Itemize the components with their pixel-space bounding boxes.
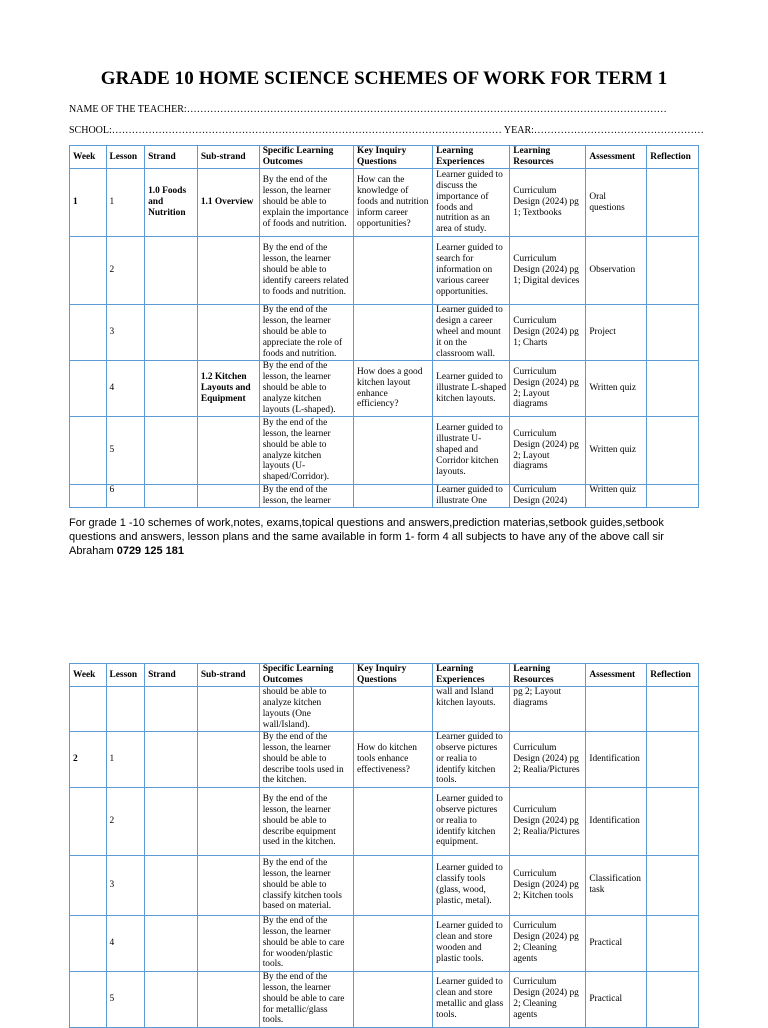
school-year-line: SCHOOL:……………………………………………………………………………………………………… YEAR:…………………………………………… bbox=[69, 125, 704, 136]
resources-cell: Curriculum Design (2024) pg 1; Textbooks bbox=[510, 169, 586, 237]
substrand-cell bbox=[197, 971, 259, 1027]
substrand-cell bbox=[197, 237, 259, 305]
strand-cell: 1.0 Foods and Nutrition bbox=[145, 169, 198, 237]
inquiry-cell bbox=[354, 971, 433, 1027]
table-row bbox=[70, 361, 699, 417]
experiences-cell: Learner guided to clean and store metallic and glass tools. bbox=[433, 971, 510, 1027]
lesson-cell bbox=[106, 687, 145, 732]
outcomes-cell: By the end of the lesson, the learner should be able to appreciate the role of foods and nutrition. bbox=[259, 305, 353, 361]
substrand-cell bbox=[197, 687, 259, 732]
assessment-cell: Written quiz bbox=[586, 417, 647, 485]
outcomes-cell: By the end of the lesson, the learner should be able to describe tools used in the kitchen. bbox=[259, 731, 353, 787]
assessment-cell bbox=[586, 687, 647, 732]
experiences-cell: Learner guided to illustrate L-shaped kitchen layouts. bbox=[433, 361, 510, 417]
reflection-cell bbox=[647, 305, 699, 361]
teacher-name-line: NAME OF THE TEACHER:……………………………………………………………………………………………………………………………… bbox=[69, 104, 667, 115]
column-header-substrand: Sub-strand bbox=[197, 146, 259, 169]
table-row bbox=[70, 687, 699, 732]
column-header-assessment: Assessment bbox=[586, 146, 647, 169]
reflection-cell bbox=[647, 169, 699, 237]
experiences-cell: wall and Island kitchen layouts. bbox=[433, 687, 510, 732]
substrand-cell bbox=[197, 787, 259, 855]
reflection-cell bbox=[647, 855, 699, 915]
lesson-cell: 4 bbox=[106, 915, 145, 971]
inquiry-cell: How do kitchen tools enhance effectiveness? bbox=[354, 731, 433, 787]
inquiry-cell bbox=[354, 855, 433, 915]
inquiry-cell bbox=[354, 787, 433, 855]
experiences-cell: Learner guided to design a career wheel and mount it on the classroom wall. bbox=[433, 305, 510, 361]
experiences-cell: Learner guided to search for information on various career opportunities. bbox=[433, 237, 510, 305]
column-header-strand: Strand bbox=[145, 664, 198, 687]
inquiry-cell: How does a good kitchen layout enhance efficiency? bbox=[354, 361, 433, 417]
week-cell bbox=[70, 237, 107, 305]
week-cell bbox=[70, 915, 107, 971]
column-header-substrand: Sub-strand bbox=[197, 664, 259, 687]
strand-cell bbox=[145, 687, 198, 732]
reflection-cell bbox=[647, 971, 699, 1027]
experiences-cell: Learner guided to clean and store wooden and plastic tools. bbox=[433, 915, 510, 971]
outcomes-cell: should be able to analyze kitchen layouts (One wall/Island). bbox=[259, 687, 353, 732]
substrand-cell: 1.2 Kitchen Layouts and Equipment bbox=[197, 361, 259, 417]
substrand-cell bbox=[197, 915, 259, 971]
document-title: GRADE 10 HOME SCIENCE SCHEMES OF WORK FOR TERM 1 bbox=[100, 68, 668, 89]
lesson-cell: 4 bbox=[106, 361, 145, 417]
table-row bbox=[70, 731, 699, 787]
outcomes-cell: By the end of the lesson, the learner should be able to describe equipment used in the kitchen. bbox=[259, 787, 353, 855]
assessment-cell: Project bbox=[586, 305, 647, 361]
substrand-cell bbox=[197, 855, 259, 915]
substrand-cell bbox=[197, 417, 259, 485]
inquiry-cell: How can the knowledge of foods and nutrition inform career opportunities? bbox=[354, 169, 433, 237]
inquiry-cell bbox=[354, 485, 433, 508]
week-cell bbox=[70, 361, 107, 417]
assessment-cell: Written quiz bbox=[586, 361, 647, 417]
outcomes-cell: By the end of the lesson, the learner should be able to care for metallic/glass tools. bbox=[259, 971, 353, 1027]
promo-note bbox=[69, 516, 699, 558]
column-header-lesson: Lesson bbox=[106, 146, 145, 169]
scheme-table-1 bbox=[69, 145, 699, 508]
outcomes-cell: By the end of the lesson, the learner should be able to analyze kitchen layouts (L-shaped). bbox=[259, 361, 353, 417]
outcomes-cell: By the end of the lesson, the learner should be able to classify kitchen tools based on material. bbox=[259, 855, 353, 915]
assessment-cell: Practical bbox=[586, 915, 647, 971]
inquiry-cell bbox=[354, 305, 433, 361]
column-header-reflection: Reflection bbox=[647, 146, 699, 169]
experiences-cell: Learner guided to classify tools (glass, wood, plastic, metal). bbox=[433, 855, 510, 915]
assessment-cell: Observation bbox=[586, 237, 647, 305]
column-header-resources: Learning Resources bbox=[510, 146, 586, 169]
strand-cell bbox=[145, 485, 198, 508]
resources-cell: Curriculum Design (2024) pg 2; Realia/Pictures bbox=[510, 731, 586, 787]
table-row bbox=[70, 971, 699, 1027]
assessment-cell: Oral questions bbox=[586, 169, 647, 237]
table-row bbox=[70, 855, 699, 915]
experiences-cell: Learner guided to illustrate One bbox=[433, 485, 510, 508]
reflection-cell bbox=[647, 417, 699, 485]
resources-cell: Curriculum Design (2024) pg 2; Layout diagrams bbox=[510, 361, 586, 417]
resources-cell: Curriculum Design (2024) pg 1; Digital devices bbox=[510, 237, 586, 305]
table-row bbox=[70, 237, 699, 305]
reflection-cell bbox=[647, 237, 699, 305]
table-row bbox=[70, 787, 699, 855]
experiences-cell: Learner guided to discuss the importance of foods and nutrition as an area of study. bbox=[433, 169, 510, 237]
column-header-experiences: Learning Experiences bbox=[433, 146, 510, 169]
week-cell bbox=[70, 417, 107, 485]
scheme-table-2 bbox=[69, 663, 699, 1028]
inquiry-cell bbox=[354, 237, 433, 305]
resources-cell: Curriculum Design (2024) pg 2; Cleaning agents bbox=[510, 915, 586, 971]
resources-cell: Curriculum Design (2024) bbox=[510, 485, 586, 508]
resources-cell: Curriculum Design (2024) pg 2; Realia/Pictures bbox=[510, 787, 586, 855]
strand-cell bbox=[145, 971, 198, 1027]
lesson-cell: 1 bbox=[106, 731, 145, 787]
resources-cell: pg 2; Layout diagrams bbox=[510, 687, 586, 732]
week-cell: 2 bbox=[70, 731, 107, 787]
column-header-strand: Strand bbox=[145, 146, 198, 169]
column-header-inquiry: Key Inquiry Questions bbox=[354, 664, 433, 687]
column-header-resources: Learning Resources bbox=[510, 664, 586, 687]
lesson-cell: 1 bbox=[106, 169, 145, 237]
lesson-cell: 3 bbox=[106, 855, 145, 915]
column-header-assessment: Assessment bbox=[586, 664, 647, 687]
strand-cell bbox=[145, 237, 198, 305]
substrand-cell bbox=[197, 731, 259, 787]
experiences-cell: Learner guided to observe pictures or realia to identify kitchen equipment. bbox=[433, 787, 510, 855]
assessment-cell: Classification task bbox=[586, 855, 647, 915]
strand-cell bbox=[145, 731, 198, 787]
table-header-row bbox=[70, 146, 699, 169]
strand-cell bbox=[145, 915, 198, 971]
assessment-cell: Written quiz bbox=[586, 485, 647, 508]
resources-cell: Curriculum Design (2024) pg 2; Layout diagrams bbox=[510, 417, 586, 485]
lesson-cell: 5 bbox=[106, 417, 145, 485]
table-row bbox=[70, 169, 699, 237]
table-row bbox=[70, 305, 699, 361]
assessment-cell: Identification bbox=[586, 731, 647, 787]
reflection-cell bbox=[647, 787, 699, 855]
substrand-cell bbox=[197, 485, 259, 508]
column-header-reflection: Reflection bbox=[647, 664, 699, 687]
strand-cell bbox=[145, 417, 198, 485]
week-cell bbox=[70, 855, 107, 915]
column-header-lesson: Lesson bbox=[106, 664, 145, 687]
assessment-cell: Practical bbox=[586, 971, 647, 1027]
experiences-cell: Learner guided to illustrate U-shaped and Corridor kitchen layouts. bbox=[433, 417, 510, 485]
week-cell bbox=[70, 971, 107, 1027]
substrand-cell bbox=[197, 305, 259, 361]
week-cell bbox=[70, 787, 107, 855]
experiences-cell: Learner guided to observe pictures or realia to identify kitchen tools. bbox=[433, 731, 510, 787]
outcomes-cell: By the end of the lesson, the learner should be able to identify careers related to foods and nutrition. bbox=[259, 237, 353, 305]
assessment-cell: Identification bbox=[586, 787, 647, 855]
week-cell: 1 bbox=[70, 169, 107, 237]
lesson-cell: 5 bbox=[106, 971, 145, 1027]
strand-cell bbox=[145, 855, 198, 915]
outcomes-cell: By the end of the lesson, the learner should be able to analyze kitchen layouts (U-shaped/Corridor). bbox=[259, 417, 353, 485]
column-header-outcomes: Specific Learning Outcomes bbox=[259, 664, 353, 687]
column-header-week: Week bbox=[70, 664, 107, 687]
table-row bbox=[70, 915, 699, 971]
phone-number: 0729 125 181 bbox=[116, 545, 184, 557]
table-row bbox=[70, 485, 699, 508]
strand-cell bbox=[145, 361, 198, 417]
promo-text: For grade 1 -10 schemes of work,notes, exams,topical questions and answers,prediction materias,setbook guides,setbook questions and answers, lesson plans and the same available in form 1- form 4 all subjects to have any of the above call sir Abraham bbox=[69, 517, 664, 557]
reflection-cell bbox=[647, 915, 699, 971]
lesson-cell: 3 bbox=[106, 305, 145, 361]
outcomes-cell: By the end of the lesson, the learner should be able to care for wooden/plastic tools. bbox=[259, 915, 353, 971]
column-header-inquiry: Key Inquiry Questions bbox=[354, 146, 433, 169]
inquiry-cell bbox=[354, 915, 433, 971]
inquiry-cell bbox=[354, 687, 433, 732]
table-header-row bbox=[70, 664, 699, 687]
inquiry-cell bbox=[354, 417, 433, 485]
strand-cell bbox=[145, 305, 198, 361]
resources-cell: Curriculum Design (2024) pg 2; Kitchen tools bbox=[510, 855, 586, 915]
week-cell bbox=[70, 485, 107, 508]
lesson-cell: 2 bbox=[106, 787, 145, 855]
lesson-cell: 6 bbox=[106, 485, 145, 508]
resources-cell: Curriculum Design (2024) pg 1; Charts bbox=[510, 305, 586, 361]
outcomes-cell: By the end of the lesson, the learner bbox=[259, 485, 353, 508]
column-header-experiences: Learning Experiences bbox=[433, 664, 510, 687]
reflection-cell bbox=[647, 485, 699, 508]
reflection-cell bbox=[647, 731, 699, 787]
week-cell bbox=[70, 305, 107, 361]
week-cell bbox=[70, 687, 107, 732]
column-header-week: Week bbox=[70, 146, 107, 169]
substrand-cell: 1.1 Overview bbox=[197, 169, 259, 237]
outcomes-cell: By the end of the lesson, the learner should be able to explain the importance of foods and nutrition. bbox=[259, 169, 353, 237]
strand-cell bbox=[145, 787, 198, 855]
reflection-cell bbox=[647, 361, 699, 417]
reflection-cell bbox=[647, 687, 699, 732]
table-row bbox=[70, 417, 699, 485]
lesson-cell: 2 bbox=[106, 237, 145, 305]
resources-cell: Curriculum Design (2024) pg 2; Cleaning agents bbox=[510, 971, 586, 1027]
column-header-outcomes: Specific Learning Outcomes bbox=[259, 146, 353, 169]
